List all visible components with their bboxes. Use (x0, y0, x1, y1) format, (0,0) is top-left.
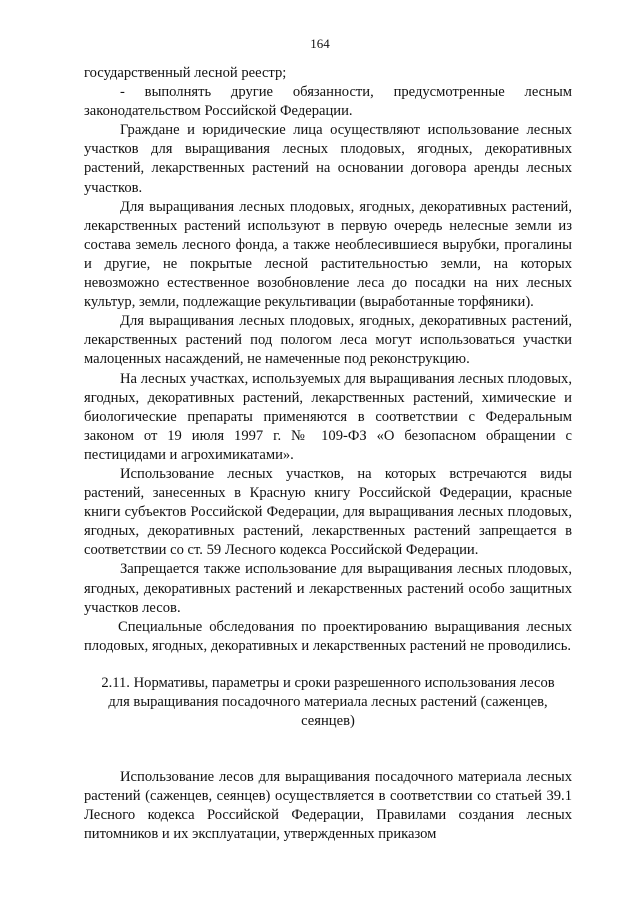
paragraph-surveys: Специальные обследования по проектированию выращивания лесных плодовых, ягодных, декоративных и лекарственных растений не проводились. (84, 618, 572, 654)
paragraph-protected-areas: Запрещается также использование для выращивания лесных плодовых, ягодных, декоративных растений и лекарственных растений особо защитных участков лесов. (84, 561, 572, 616)
section-heading-line-3: сеянцев) (301, 713, 355, 730)
section-heading-line-1: 2.11. Нормативы, параметры и сроки разрешенного использования лесов (101, 674, 555, 691)
paragraph-land-use: Для выращивания лесных плодовых, ягодных, декоративных растений, лекарственных растений используют в первую очередь нелесные земли из состава земель лесного фонда, а также необлесившиеся вырубки, прогалины и другие, не покрытые лесной растительностью земли, на которых невозможно естественное возобновление леса до посадки на них лесных культур, земли, подлежащие рекультивации (выработанные торфяники). (84, 198, 572, 311)
paragraph-lease-basis: Граждане и юридические лица осуществляют использование лесных участков для выращивания лесных плодовых, ягодных, декоративных растений, лекарственных растений на основании договора аренды лесных участков. (84, 122, 572, 196)
paragraph-chemicals: На лесных участках, используемых для выращивания лесных плодовых, ягодных, декоративных растений, лекарственных растений, химические и биологические препараты применяются в соответствии с Федеральным законом от 19 июля 1997 г. № 109-ФЗ «О безопасном обращении с пестицидами и агрохимикатами». (84, 370, 572, 463)
paragraph-other-duties: - выполнять другие обязанности, предусмотренные лесным законодательством Российской Федерации. (84, 84, 572, 120)
page-number: 164 (310, 36, 330, 51)
paragraph-registry: государственный лесной реестр; (84, 65, 287, 81)
document-body (84, 64, 572, 845)
section-heading (84, 674, 572, 731)
paragraph-under-canopy: Для выращивания лесных плодовых, ягодных, декоративных растений, лекарственных растений под пологом леса могут использоваться участки малоценных насаждений, не намеченные под реконструкцию. (84, 313, 572, 368)
paragraph-red-book: Использование лесных участков, на которых встречаются виды растений, занесенных в Красную книгу Российской Федерации, красные книги субъектов Российской Федерации, для выращивания лесных плодовых, ягодных, декоративных растений, лекарственных растений запрещается в соответствии со ст. 59 Лесного кодекса Российской Федерации. (84, 465, 572, 559)
paragraph-seedlings: Использование лесов для выращивания посадочного материала лесных растений (саженцев, сеянцев) осуществляется в соответствии со статьей 39.1 Лесного кодекса Российской Федерации, Правилами создания лесных питомников и их эксплуатации, утвержденных приказом (84, 769, 572, 843)
section-heading-line-2: для выращивания посадочного материала лесных растений (саженцев, (108, 694, 548, 710)
